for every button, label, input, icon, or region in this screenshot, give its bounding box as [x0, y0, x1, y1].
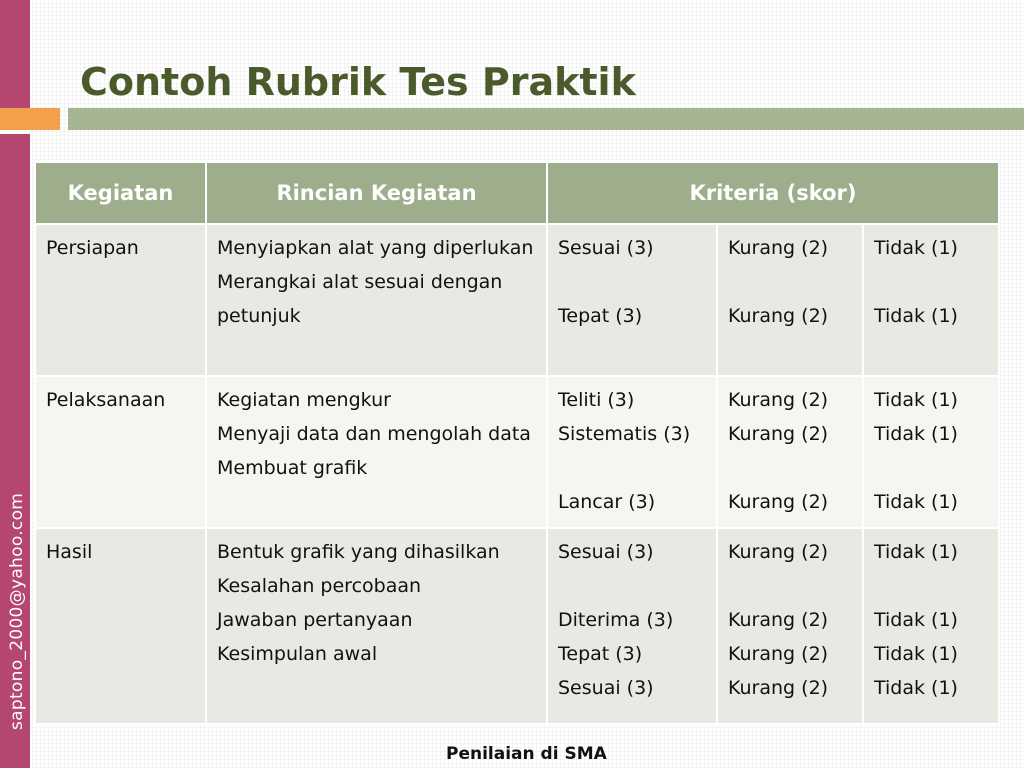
rincian-item: Kesimpulan awal: [217, 643, 378, 665]
rincian-item: Menyiapkan alat yang diperlukan: [217, 237, 534, 259]
skor-3-item: Teliti (3): [558, 389, 635, 411]
skor-1-item: Tidak (1): [874, 677, 958, 699]
skor-3-item: [558, 265, 708, 299]
skor-1-item: Tidak (1): [874, 389, 958, 411]
cell-rincian: [206, 224, 547, 376]
cell-skor-2: [717, 376, 863, 528]
rincian-item: Menyaji data dan mengolah data: [217, 423, 531, 445]
kegiatan-label: Persiapan: [46, 237, 139, 259]
header-rincian-kegiatan: Rincian Kegiatan: [206, 162, 547, 224]
cell-skor-3: [547, 224, 717, 376]
rincian-item: Jawaban pertanyaan: [217, 609, 413, 631]
cell-skor-1: [863, 224, 999, 376]
table-row: [35, 376, 999, 528]
skor-2-item: Kurang (2): [728, 423, 829, 445]
skor-3-item: Tepat (3): [558, 305, 643, 327]
slide-title: Contoh Rubrik Tes Praktik: [80, 60, 636, 104]
cell-skor-2: [717, 528, 863, 724]
skor-2-item: [728, 451, 854, 485]
skor-2-item: Kurang (2): [728, 389, 829, 411]
skor-3-item: [558, 569, 708, 603]
skor-2-item: [728, 569, 854, 603]
skor-3-item: Sesuai (3): [558, 677, 654, 699]
table-row: [35, 528, 999, 724]
rincian-item: Merangkai alat sesuai dengan petunjuk: [217, 271, 503, 327]
cell-skor-3: [547, 376, 717, 528]
skor-3-item: Sistematis (3): [558, 423, 691, 445]
rincian-item: Bentuk grafik yang dihasilkan: [217, 541, 500, 563]
cell-skor-1: [863, 376, 999, 528]
skor-1-item: Tidak (1): [874, 237, 958, 259]
skor-2-item: [728, 265, 854, 299]
header-kegiatan: Kegiatan: [35, 162, 206, 224]
orange-accent-block: [0, 108, 60, 130]
cell-skor-3: [547, 528, 717, 724]
author-email: saptono_2000@yahoo.com: [7, 492, 27, 730]
skor-2-item: Kurang (2): [728, 541, 829, 563]
rubric-table: [34, 161, 1000, 725]
kegiatan-label: Hasil: [46, 541, 93, 563]
cell-skor-1: [863, 528, 999, 724]
table-row: [35, 224, 999, 376]
header-kriteria-skor: Kriteria (skor): [547, 162, 999, 224]
rincian-item: Kegiatan mengkur: [217, 389, 391, 411]
skor-3-item: [558, 451, 708, 485]
skor-2-item: Kurang (2): [728, 609, 829, 631]
skor-1-item: Tidak (1): [874, 541, 958, 563]
cell-rincian: [206, 376, 547, 528]
skor-1-item: Tidak (1): [874, 643, 958, 665]
rincian-item: Kesalahan percobaan: [217, 575, 422, 597]
title-underline-band: [68, 108, 1024, 130]
cell-skor-2: [717, 224, 863, 376]
skor-3-item: Lancar (3): [558, 491, 656, 513]
skor-3-item: Sesuai (3): [558, 541, 654, 563]
skor-2-item: Kurang (2): [728, 237, 829, 259]
skor-2-item: Kurang (2): [728, 677, 829, 699]
skor-1-item: Tidak (1): [874, 491, 958, 513]
table-header-row: [35, 162, 999, 224]
skor-1-item: [874, 265, 990, 299]
cell-kegiatan: [35, 376, 206, 528]
skor-1-item: [874, 451, 990, 485]
skor-2-item: Kurang (2): [728, 643, 829, 665]
skor-2-item: Kurang (2): [728, 305, 829, 327]
slide-footer: Penilaian di SMA: [446, 744, 607, 764]
skor-1-item: Tidak (1): [874, 609, 958, 631]
cell-kegiatan: [35, 528, 206, 724]
skor-1-item: Tidak (1): [874, 423, 958, 445]
rincian-item: Membuat grafik: [217, 457, 368, 479]
skor-2-item: Kurang (2): [728, 491, 829, 513]
skor-3-item: Diterima (3): [558, 609, 674, 631]
cell-rincian: [206, 528, 547, 724]
skor-3-item: Tepat (3): [558, 643, 643, 665]
skor-3-item: Sesuai (3): [558, 237, 654, 259]
kegiatan-label: Pelaksanaan: [46, 389, 166, 411]
skor-1-item: [874, 569, 990, 603]
skor-1-item: Tidak (1): [874, 305, 958, 327]
cell-kegiatan: [35, 224, 206, 376]
